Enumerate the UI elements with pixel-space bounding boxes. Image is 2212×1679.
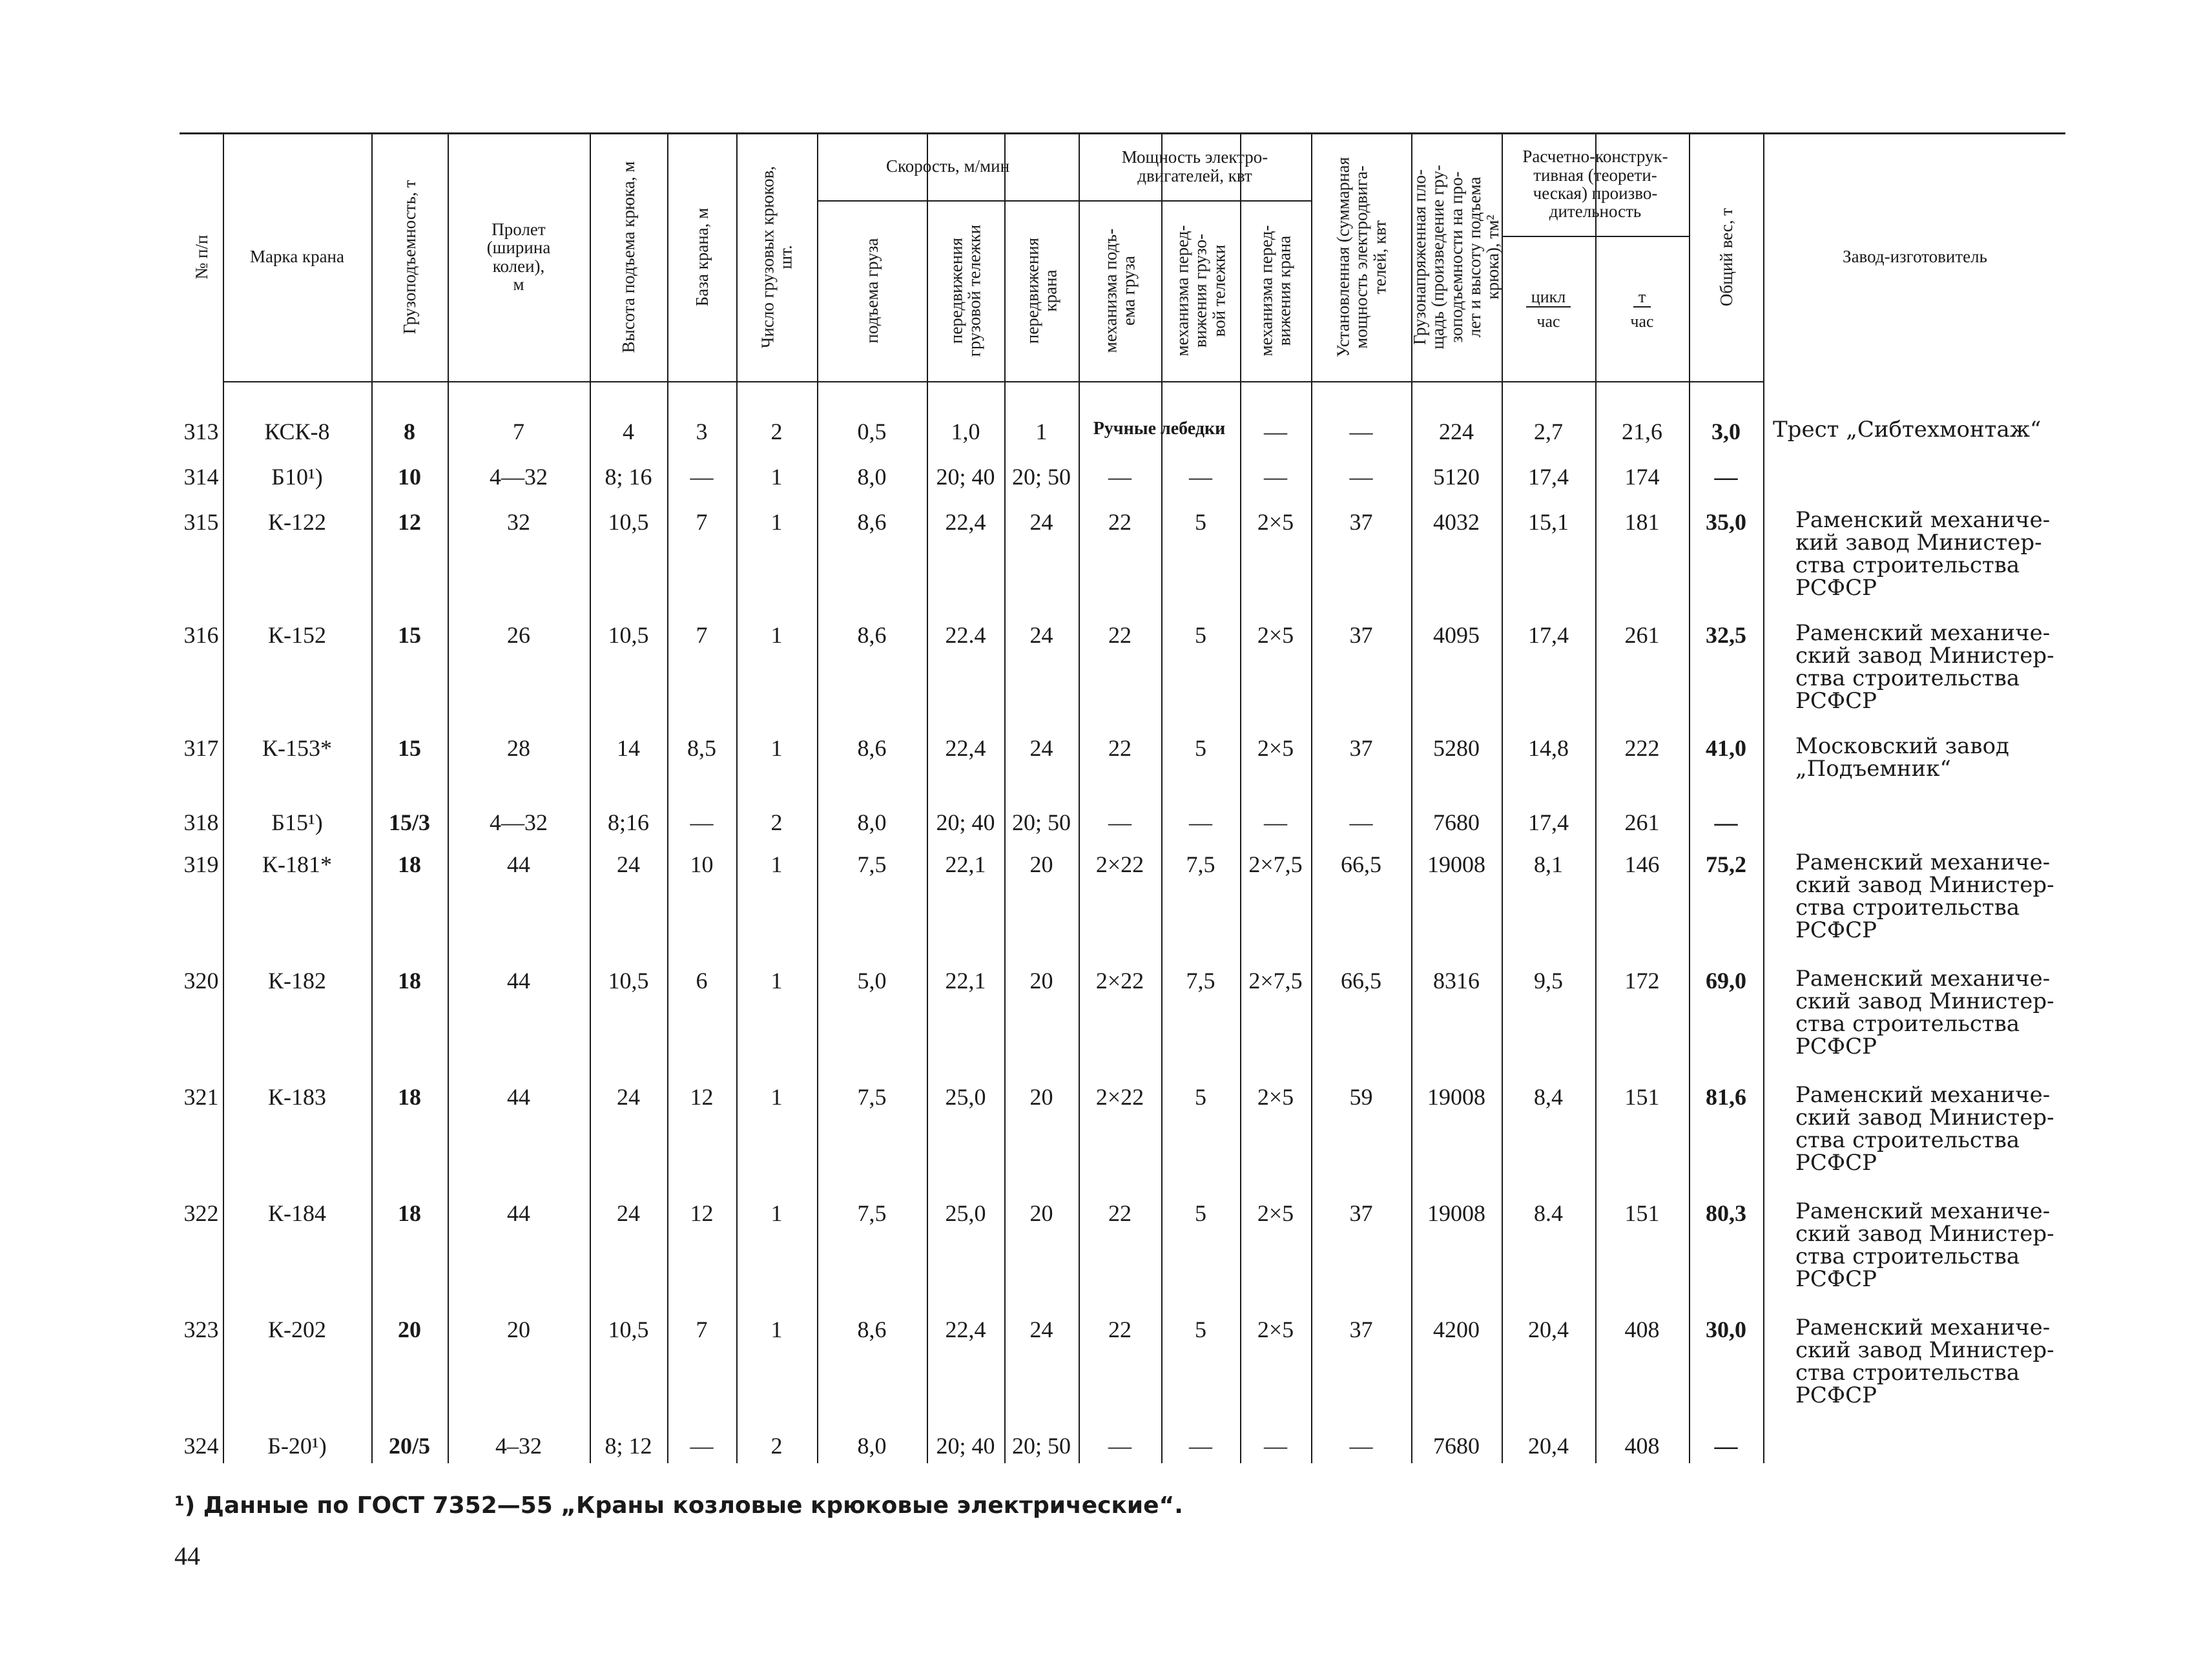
cell-p3: 2×5 <box>1257 509 1294 535</box>
header-power-lift <box>1079 200 1161 381</box>
cell-w: — <box>1714 1433 1738 1459</box>
cell-area: 224 <box>1439 419 1474 444</box>
cell-base: 8,5 <box>687 735 716 761</box>
cell-p2: — <box>1189 464 1212 490</box>
cell-n: 322 <box>183 1200 219 1226</box>
cell-v2: 1,0 <box>951 419 980 444</box>
header-hook-height-text: Высота подъема крюка, м <box>618 161 638 353</box>
cell-v2: 22,4 <box>945 509 986 535</box>
cell-p1: 2×22 <box>1095 851 1144 877</box>
header-hooks-text: Число грузовых крюков, шт. <box>758 165 796 348</box>
page-number: 44 <box>174 1541 200 1570</box>
cell-hooks: 2 <box>770 809 783 835</box>
cell-n: 315 <box>183 509 219 535</box>
cell-p3: 2×7,5 <box>1248 968 1303 994</box>
cell-span: 20 <box>507 1317 530 1342</box>
header-base <box>667 132 736 381</box>
cell-w: — <box>1714 464 1738 490</box>
cell-p2: 5 <box>1195 1084 1206 1110</box>
header-power-trolley-text: механизма перед- вижения грузо- вой тележки <box>1172 225 1229 357</box>
cell-h: 10,5 <box>608 622 649 648</box>
cell-v2: 22.4 <box>945 622 986 648</box>
cell-area: 7680 <box>1433 809 1480 835</box>
cell-span: 44 <box>507 1084 530 1110</box>
cell-base: 7 <box>696 509 708 535</box>
cell-cyc: 8.4 <box>1534 1200 1563 1226</box>
header-hooks <box>736 132 817 381</box>
header-power-group-text: Мощность электро- двигателей, квт <box>1121 147 1268 185</box>
cell-base: 10 <box>690 851 714 877</box>
cell-pt: 37 <box>1349 735 1373 761</box>
header-manufacturer-text: Завод-изготовитель <box>1843 247 1987 267</box>
cell-span: 4–32 <box>495 1433 542 1459</box>
cell-v2: 22,1 <box>945 968 986 994</box>
footnote: ¹) Данные по ГОСТ 7352—55 „Краны козловые крюковые электрические“. <box>174 1492 1183 1519</box>
cell-p1: 2×22 <box>1095 968 1144 994</box>
cell-brand: К-153* <box>262 735 332 761</box>
header-num-text: № п/п <box>191 235 211 279</box>
cell-cyc: 15,1 <box>1528 509 1569 535</box>
cell-p1: 22 <box>1108 622 1132 648</box>
cell-p2: 5 <box>1195 1200 1206 1226</box>
cell-pt: 37 <box>1349 509 1373 535</box>
header-prod-tph-denominator: час <box>1630 312 1654 331</box>
cell-brand: Б-20¹) <box>267 1433 327 1459</box>
cell-cap: 12 <box>398 509 421 535</box>
cell-p3: 2×5 <box>1257 735 1294 761</box>
cell-manufacturer: Московский завод „Подъемник“ <box>1795 733 2009 782</box>
cell-cyc: 20,4 <box>1528 1433 1569 1459</box>
cell-manufacturer: Раменский механиче- ский завод Министер- ства строительства РСФСР <box>1795 966 2054 1059</box>
cell-v3: 20 <box>1029 1084 1053 1110</box>
cell-w: 41,0 <box>1706 735 1746 761</box>
cell-p1: 22 <box>1108 509 1132 535</box>
header-speed-trolley <box>927 200 1004 381</box>
cell-h: 8; 12 <box>605 1433 652 1459</box>
cell-brand: К-181* <box>262 851 332 877</box>
header-speed-group-text: Скорость, м/мин <box>885 156 1010 176</box>
cell-area: 19008 <box>1427 851 1485 877</box>
cell-n: 316 <box>183 622 219 648</box>
header-weight-text: Общий вес, т <box>1716 207 1736 306</box>
cell-tph: 408 <box>1624 1433 1660 1459</box>
header-prod-tph <box>1595 287 1689 331</box>
cell-p3: — <box>1264 464 1287 490</box>
cell-brand: К-122 <box>268 509 326 535</box>
cell-v1: 8,6 <box>857 622 887 648</box>
cell-hooks: 1 <box>770 509 783 535</box>
cell-n: 313 <box>183 419 219 444</box>
cell-h: 14 <box>617 735 640 761</box>
cell-span: 4—32 <box>490 809 548 835</box>
productivity-group-rule <box>1502 236 1689 237</box>
cell-manufacturer: Раменский механиче- кий завод Министер- ства строительства РСФСР <box>1795 507 2051 601</box>
cell-base: — <box>690 809 714 835</box>
header-base-text: База крана, м <box>692 207 712 306</box>
cell-v2: 22,4 <box>945 1317 986 1342</box>
cell-brand: К-182 <box>268 968 326 994</box>
header-productivity-group <box>1502 132 1689 236</box>
header-hook-height <box>590 132 667 381</box>
cell-n: 320 <box>183 968 219 994</box>
cell-p3: 2×5 <box>1257 1317 1294 1342</box>
cell-n: 318 <box>183 809 219 835</box>
cell-w: 35,0 <box>1706 509 1746 535</box>
cell-p2: 7,5 <box>1186 968 1215 994</box>
header-prod-cycle-denominator: час <box>1536 312 1560 331</box>
cell-hooks: 1 <box>770 735 783 761</box>
cell-v2: 20; 40 <box>936 809 995 835</box>
cell-area: 19008 <box>1427 1200 1485 1226</box>
cell-p3: — <box>1264 809 1287 835</box>
cell-p1: — <box>1108 1433 1132 1459</box>
cell-base: 6 <box>696 968 708 994</box>
header-manufacturer <box>1763 132 2067 381</box>
cell-brand: К-202 <box>268 1317 326 1342</box>
cell-h: 8;16 <box>607 809 649 835</box>
cell-hooks: 1 <box>770 851 783 877</box>
cell-w: 3,0 <box>1711 419 1741 444</box>
cell-cyc: 17,4 <box>1528 464 1569 490</box>
cell-tph: 261 <box>1624 809 1660 835</box>
cell-v3: 20 <box>1029 968 1053 994</box>
cell-v2: 20; 40 <box>936 464 995 490</box>
header-installed-power <box>1311 132 1411 381</box>
cell-area: 5120 <box>1433 464 1480 490</box>
cell-hooks: 2 <box>770 419 783 444</box>
cell-n: 319 <box>183 851 219 877</box>
cell-brand: Б15¹) <box>271 809 323 835</box>
cell-base: 3 <box>696 419 708 444</box>
cell-p2: — <box>1189 1433 1212 1459</box>
cell-v3: 20; 50 <box>1011 464 1071 490</box>
cell-pt: 66,5 <box>1341 968 1381 994</box>
cell-h: 24 <box>617 851 640 877</box>
cell-manufacturer: Трест „Сибтехмонтаж“ <box>1773 417 2041 443</box>
cell-manufacturer: Раменский механиче- ский завод Министер- ства строительства РСФСР <box>1795 1082 2054 1176</box>
cell-p1: Ручные лебедки <box>1093 419 1226 439</box>
cell-cap: 18 <box>398 1084 421 1110</box>
header-power-group <box>1079 132 1311 200</box>
cell-span: 44 <box>507 968 530 994</box>
cell-n: 317 <box>183 735 219 761</box>
cell-tph: 21,6 <box>1622 419 1662 444</box>
cell-p1: 22 <box>1108 1200 1132 1226</box>
cell-pt: — <box>1349 1433 1373 1459</box>
cell-manufacturer: Раменский механиче- ский завод Министер- ства строительства РСФСР <box>1795 850 2054 943</box>
cell-v3: 20 <box>1029 851 1053 877</box>
cell-area: 4095 <box>1433 622 1480 648</box>
cell-p2: 5 <box>1195 509 1206 535</box>
cell-manufacturer: Раменский механиче- ский завод Министер- ства строительства РСФСР <box>1795 1315 2054 1408</box>
header-brand <box>223 132 371 381</box>
cell-pt: 59 <box>1349 1084 1373 1110</box>
cell-n: 324 <box>183 1433 219 1459</box>
cell-p1: — <box>1108 464 1132 490</box>
cell-v3: 20 <box>1029 1200 1053 1226</box>
cell-pt: 37 <box>1349 1200 1373 1226</box>
cell-cap: 18 <box>398 968 421 994</box>
cell-v1: 7,5 <box>857 1084 887 1110</box>
header-weight <box>1689 132 1763 381</box>
header-installed-power-text: Установленная (суммарная мощность электродвига- телей, квт <box>1332 156 1389 357</box>
cell-w: 81,6 <box>1706 1084 1746 1110</box>
cell-span: 44 <box>507 851 530 877</box>
cell-p1: 22 <box>1108 1317 1132 1342</box>
header-prod-tph-numerator: т <box>1633 287 1651 308</box>
cell-p2: — <box>1189 809 1212 835</box>
cell-cap: 15/3 <box>388 809 430 835</box>
cell-p2: 5 <box>1195 735 1206 761</box>
cell-base: — <box>690 464 714 490</box>
cell-p3: — <box>1264 1433 1287 1459</box>
cell-cyc: 8,1 <box>1534 851 1563 877</box>
cell-cap: 18 <box>398 1200 421 1226</box>
cell-w: — <box>1714 809 1738 835</box>
cell-span: 4—32 <box>490 464 548 490</box>
cell-n: 321 <box>183 1084 219 1110</box>
cell-n: 314 <box>183 464 219 490</box>
header-prod-cycle <box>1502 287 1595 331</box>
cell-v3: 24 <box>1029 622 1053 648</box>
cell-cap: 8 <box>404 419 415 444</box>
cell-v2: 22,1 <box>945 851 986 877</box>
cell-v2: 25,0 <box>945 1084 986 1110</box>
cell-cyc: 20,4 <box>1528 1317 1569 1342</box>
cell-span: 44 <box>507 1200 530 1226</box>
cell-p3: 2×7,5 <box>1248 851 1303 877</box>
cell-tph: 222 <box>1624 735 1660 761</box>
header-productivity-group-text: Расчетно-конструк- тивная (теорети- ческая) произво- дительность <box>1522 147 1668 222</box>
cell-span: 28 <box>507 735 530 761</box>
cell-tph: 151 <box>1624 1200 1660 1226</box>
cell-tph: 261 <box>1624 622 1660 648</box>
cell-hooks: 1 <box>770 1317 783 1342</box>
cell-hooks: 1 <box>770 968 783 994</box>
cell-cyc: 17,4 <box>1528 809 1569 835</box>
cell-base: 12 <box>690 1200 714 1226</box>
header-speed-lift-text: подъема груза <box>862 238 882 344</box>
cell-h: 24 <box>617 1200 640 1226</box>
cell-h: 10,5 <box>608 509 649 535</box>
cell-pt: — <box>1349 419 1373 444</box>
header-power-trolley <box>1161 200 1240 381</box>
cell-cap: 15 <box>398 735 421 761</box>
cell-v3: 1 <box>1035 419 1048 444</box>
cell-v1: 8,0 <box>857 464 887 490</box>
header-num <box>180 132 223 381</box>
cell-v1: 7,5 <box>857 851 887 877</box>
cell-v3: 24 <box>1029 735 1053 761</box>
cell-manufacturer: Раменский механиче- ский завод Министер- ства строительства РСФСР <box>1795 1198 2054 1292</box>
cell-hooks: 1 <box>770 622 783 648</box>
cell-p2: 7,5 <box>1186 851 1215 877</box>
header-speed-crane-text: передвижения крана <box>1022 237 1060 344</box>
cell-v1: 5,0 <box>857 968 887 994</box>
cell-cap: 18 <box>398 851 421 877</box>
cell-w: 30,0 <box>1706 1317 1746 1342</box>
cell-hooks: 1 <box>770 1084 783 1110</box>
cell-area: 5280 <box>1433 735 1480 761</box>
header-span-text: Пролет (ширина колеи), м <box>486 219 551 294</box>
cell-v1: 8,6 <box>857 509 887 535</box>
header-power-lift-text: механизма подъ- ема груза <box>1101 228 1139 353</box>
cell-n: 323 <box>183 1317 219 1342</box>
cell-v1: 8,6 <box>857 1317 887 1342</box>
cell-cyc: 8,4 <box>1534 1084 1563 1110</box>
cell-h: 10,5 <box>608 968 649 994</box>
cell-brand: К-152 <box>268 622 326 648</box>
cell-base: 12 <box>690 1084 714 1110</box>
cell-h: 8; 16 <box>605 464 652 490</box>
header-power-crane <box>1240 200 1311 381</box>
header-speed-trolley-text: передвижения грузовой тележки <box>946 224 984 357</box>
cell-pt: — <box>1349 809 1373 835</box>
cell-p2: 5 <box>1195 1317 1206 1342</box>
cell-v1: 8,6 <box>857 735 887 761</box>
cell-cyc: 9,5 <box>1534 968 1563 994</box>
cell-h: 24 <box>617 1084 640 1110</box>
cell-area: 4032 <box>1433 509 1480 535</box>
header-load-area <box>1411 132 1502 381</box>
header-capacity <box>371 132 448 381</box>
cell-brand: КСК-8 <box>264 419 330 444</box>
cell-w: 32,5 <box>1706 622 1746 648</box>
cell-h: 4 <box>623 419 634 444</box>
cell-cap: 20/5 <box>388 1433 430 1459</box>
cell-base: 7 <box>696 1317 708 1342</box>
cell-v3: 20; 50 <box>1011 809 1071 835</box>
cell-p1: — <box>1108 809 1132 835</box>
cell-span: 32 <box>507 509 530 535</box>
cell-span: 7 <box>513 419 524 444</box>
cell-base: 7 <box>696 622 708 648</box>
cell-hooks: 1 <box>770 464 783 490</box>
cell-pt: — <box>1349 464 1373 490</box>
cell-cyc: 2,7 <box>1534 419 1563 444</box>
cell-hooks: 2 <box>770 1433 783 1459</box>
cell-tph: 174 <box>1624 464 1660 490</box>
cell-v2: 20; 40 <box>936 1433 995 1459</box>
cell-p1: 22 <box>1108 735 1132 761</box>
cell-cap: 15 <box>398 622 421 648</box>
cell-v1: 8,0 <box>857 1433 887 1459</box>
cell-brand: К-184 <box>268 1200 326 1226</box>
cell-w: 75,2 <box>1706 851 1746 877</box>
header-speed-group <box>817 132 1079 200</box>
header-speed-crane <box>1004 200 1079 381</box>
cell-p3: 2×5 <box>1257 622 1294 648</box>
cell-v3: 24 <box>1029 509 1053 535</box>
cell-tph: 146 <box>1624 851 1660 877</box>
header-capacity-text: Грузоподъемность, т <box>399 180 419 334</box>
cell-cyc: 17,4 <box>1528 622 1569 648</box>
header-speed-lift <box>817 200 927 381</box>
cell-cap: 10 <box>398 464 421 490</box>
cell-v2: 25,0 <box>945 1200 986 1226</box>
cell-v3: 20; 50 <box>1011 1433 1071 1459</box>
cell-tph: 151 <box>1624 1084 1660 1110</box>
cell-w: 69,0 <box>1706 968 1746 994</box>
cell-base: — <box>690 1433 714 1459</box>
cell-v3: 24 <box>1029 1317 1053 1342</box>
cell-brand: Б10¹) <box>271 464 323 490</box>
header-load-area-text: Грузонапряженная пло- щадь (произведение гру- зоподъемности на про- лет и высоту подъема крюка), тм² <box>1410 164 1503 349</box>
cell-manufacturer: Раменский механиче- ский завод Министер- ства строительства РСФСР <box>1795 620 2054 714</box>
header-power-crane-text: механизма перед- вижения крана <box>1256 225 1294 357</box>
cell-p3: 2×5 <box>1257 1200 1294 1226</box>
cell-v1: 0,5 <box>857 419 887 444</box>
header-span <box>448 132 590 381</box>
cell-area: 8316 <box>1433 968 1480 994</box>
cell-pt: 37 <box>1349 622 1373 648</box>
column-rule-16 <box>1595 132 1597 1463</box>
cell-span: 26 <box>507 622 530 648</box>
cell-v1: 8,0 <box>857 809 887 835</box>
cell-pt: 66,5 <box>1341 851 1381 877</box>
cell-v2: 22,4 <box>945 735 986 761</box>
cell-cap: 20 <box>398 1317 421 1342</box>
header-prod-cycle-numerator: цикл <box>1526 287 1571 308</box>
cell-brand: К-183 <box>268 1084 326 1110</box>
cell-area: 19008 <box>1427 1084 1485 1110</box>
cell-v1: 7,5 <box>857 1200 887 1226</box>
cell-p1: 2×22 <box>1095 1084 1144 1110</box>
cell-tph: 181 <box>1624 509 1660 535</box>
cell-hooks: 1 <box>770 1200 783 1226</box>
cell-cyc: 14,8 <box>1528 735 1569 761</box>
cell-area: 4200 <box>1433 1317 1480 1342</box>
cell-p2: 5 <box>1195 622 1206 648</box>
cell-tph: 172 <box>1624 968 1660 994</box>
cell-p3: 2×5 <box>1257 1084 1294 1110</box>
header-brand-text: Марка крана <box>250 247 344 267</box>
cell-area: 7680 <box>1433 1433 1480 1459</box>
header-bottom-rule <box>223 381 1763 382</box>
cell-h: 10,5 <box>608 1317 649 1342</box>
cell-p3: — <box>1264 419 1287 444</box>
cell-pt: 37 <box>1349 1317 1373 1342</box>
cell-w: 80,3 <box>1706 1200 1746 1226</box>
cell-tph: 408 <box>1624 1317 1660 1342</box>
